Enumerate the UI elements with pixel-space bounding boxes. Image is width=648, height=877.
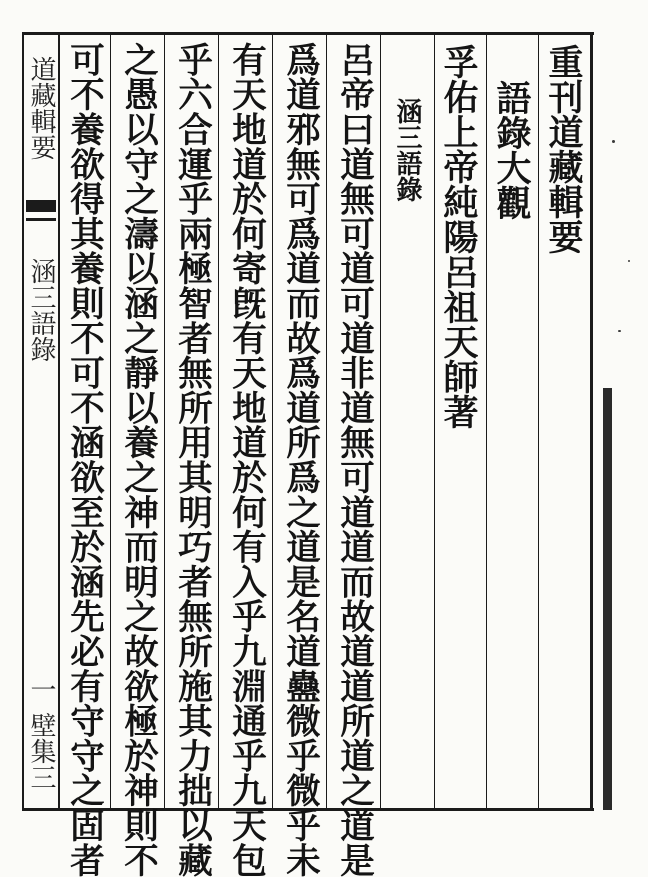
column-divider [486,35,487,808]
top-border [22,32,594,35]
scan-speck [612,140,615,143]
body-column-4: 乎六合運乎兩極智者無所用其明巧者無所施其力拙以藏 [171,42,212,877]
margin-section-label: 涵三語錄 [26,258,56,362]
column-divider [272,35,273,808]
column-divider [326,35,327,808]
scan-speck [628,260,630,262]
body-column-5: 之愚以守之濤以涵之靜以養之神而明之故欲極於神則不 [117,42,158,877]
body-column-3: 有天地道於何寄旣有天地道於何有入乎九淵通乎九天包 [225,42,266,877]
scan-speck [618,330,621,332]
author-column: 孚佑上帝純陽呂祖天師著 [438,44,479,429]
margin-book-title: 道藏輯要 [26,56,56,160]
left-edge-line [22,32,24,811]
column-divider [164,35,165,808]
body-column-2: 爲道邪無可爲道而故爲道所爲之道是名道蠱微乎微乎未 [279,42,320,877]
column-divider [218,35,219,808]
body-column-6: 可不養欲得其養則不可不涵欲至於涵先必有守守之固者 [63,42,104,877]
margin-page-marker: 一 [26,676,56,702]
column-divider [538,35,539,808]
column-divider [380,35,381,808]
margin-collection-ref: 壁集三 [26,712,56,790]
section-title-column: 涵三語錄 [392,98,422,202]
fishtail-mark [26,218,56,221]
body-column-1: 呂帝曰道無可道可道非道無可道道而故道道所道之道是 [333,42,374,877]
right-border [590,32,593,811]
margin-divider [58,32,60,811]
fishtail-mark [26,200,56,212]
collection-title-column: 語錄大觀 [491,80,532,220]
column-divider [110,35,111,808]
column-divider [434,35,435,808]
book-title-column: 重刊道藏輯要 [543,44,584,254]
page-edge-band [603,388,612,810]
